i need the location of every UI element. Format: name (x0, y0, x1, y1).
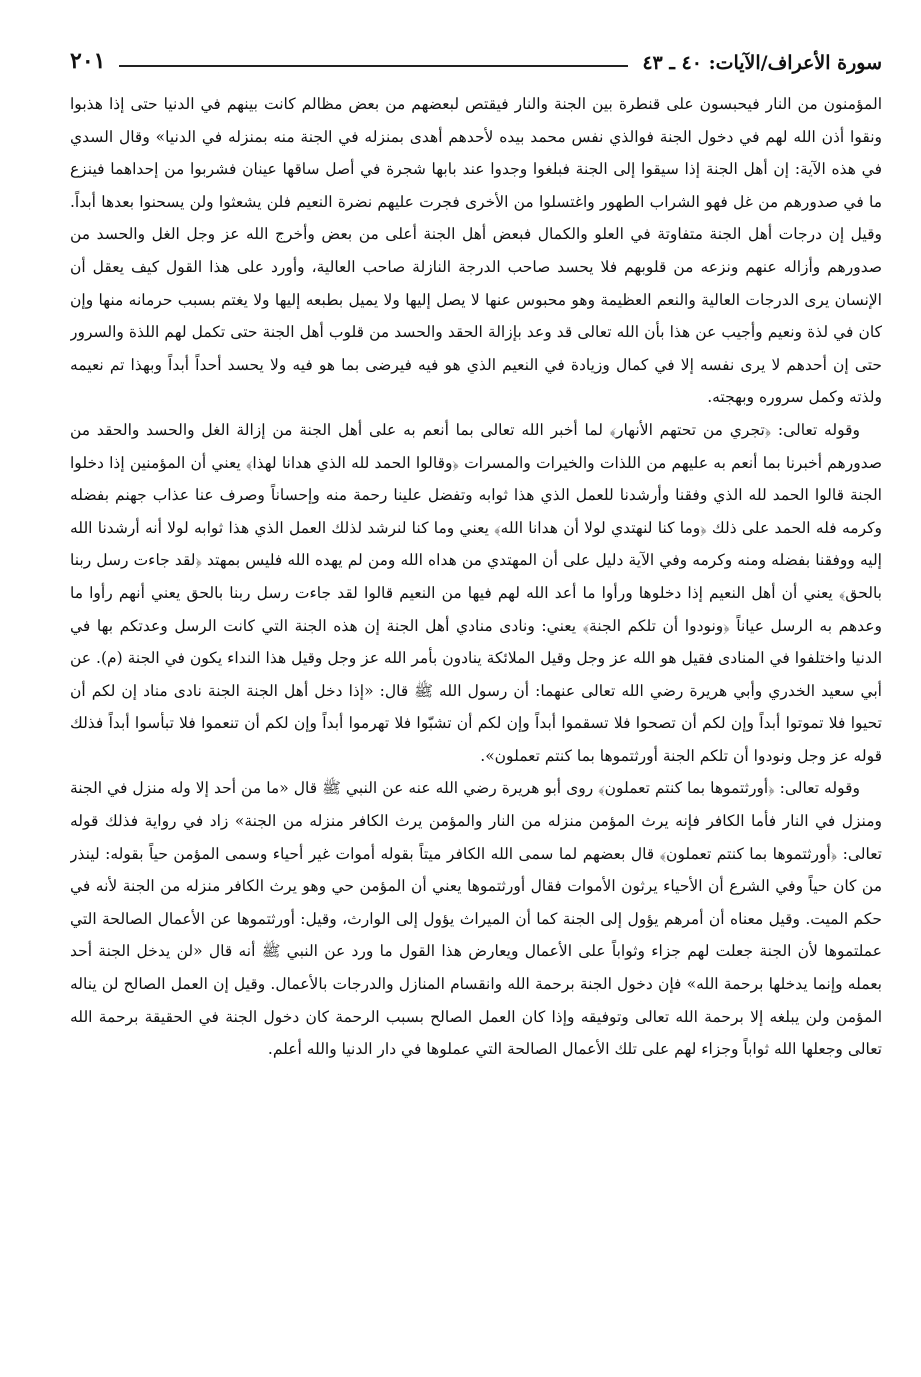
body-text (70, 88, 882, 1066)
running-header (70, 38, 882, 76)
book-page (70, 38, 882, 1348)
paragraph: وقوله تعالى: ﴿تجري من تحتهم الأنهار﴾ لما أخبر الله تعالى بما أنعم به على أهل الجنة من إزالة الغل والحسد والحقد من صدورهم أخبرنا بما أنعم به عليهم من اللذات والخيرات والمسرات ﴿وقالوا الحمد لله الذي هدانا لهذا﴾ يعني أن المؤمنين إذا دخلوا الجنة قالوا الحمد لله الذي وفقنا وأرشدنا للعمل الذي هذا ثوابه وتفضل علينا رحمة منه وإحساناً وصرف عنا عذاب جهنم بفضله وكرمه فله الحمد على ذلك ﴿وما كنا لنهتدي لولا أن هدانا الله﴾ يعني وما كنا لنرشد لذلك العمل الذي هذا ثوابه لولا أنه أرشدنا الله إليه ووفقنا بفضله ومنه وكرمه وفي الآية دليل على أن المهتدي من هداه الله ومن لم يهده الله فليس بمهتد ﴿لقد جاءت رسل ربنا بالحق﴾ يعني أن أهل النعيم إذا دخلوها ورأوا ما أعد الله لهم فيها من النعيم قالوا لقد جاءت رسل ربنا بالحق يعني أنهم رأوا ما وعدهم به الرسل عياناً ﴿ونودوا أن تلكم الجنة﴾ يعني: ونادى منادي أهل الجنة إن هذه الجنة التي كانت الرسل وعدتكم بها في الدنيا واختلفوا في المنادى فقيل هو الله عز وجل وقيل الملائكة ينادون بأمر الله عز وجل وقيل هذا النداء يكون في الجنة (م). عن أبي سعيد الخدري وأبي هريرة رضي الله تعالى عنهما: أن رسول الله ﷺ قال: «إذا دخل أهل الجنة الجنة نادى مناد إن لكم أن تحيوا فلا تموتوا أبداً وإن لكم أن تصحوا فلا تسقموا أبداً وإن لكم أن تشبّوا فلا تهرموا أبداً وإن لكم أن تنعموا فلا تبأسوا أبداً فذلك قوله عز وجل ونودوا أن تلكم الجنة أورثتموها بما كنتم تعملون». (70, 420, 882, 765)
chapter-title: سورة الأعراف/الآيات: ٤٠ ـ ٤٣ (642, 52, 882, 74)
page-number: ٢٠١ (70, 48, 106, 74)
paragraph: وقوله تعالى: ﴿أورثتموها بما كنتم تعملون﴾ روى أبو هريرة رضي الله عنه عن النبي ﷺ قال «ما من أحد إلا وله منزل في الجنة ومنزل في النار فأما الكافر فإنه يرث المؤمن منزله من النار والمؤمن يرث الكافر منزله من الجنة» زاد في رواية فذلك قوله تعالى: ﴿أورثتموها بما كنتم تعملون﴾ قال بعضهم لما سمى الله الكافر ميتاً بقوله أموات غير أحياء وسمى المؤمن حياً بقوله: لينذر من كان حياً وفي الشرع أن الأحياء يرثون الأموات فقال أورثتموها يعني أن المؤمن حي وهو يرث الكافر منزله من الجنة لأنه في حكم الميت. وقيل معناه أن أمرهم يؤول إلى الجنة كما أن الميراث يؤول إلى الوارث، وقيل: أورثتموها عن الأعمال الصالحة التي عملتموها لأن الجنة جعلت لهم جزاء وثواباً على الأعمال ويعارض هذا القول ما ورد عن النبي ﷺ أنه قال «لن يدخل الجنة أحد بعمله وإنما يدخلها برحمة الله» فإن دخول الجنة برحمة الله وانقسام المنازل والدرجات بالأعمال. وقيل إن العمل الصالح لن يناله المؤمن ولن يبلغه إلا برحمة الله تعالى وتوفيقه وإذا كان العمل الصالح بسبب الرحمة كان دخول الجنة في الحقيقة برحمة الله تعالى وجعلها الله ثواباً وجزاء لهم على تلك الأعمال الصالحة التي عملوها في دار الدنيا والله أعلم. (70, 779, 882, 1059)
header-divider (119, 65, 628, 67)
paragraph: المؤمنون من النار فيحبسون على قنطرة بين الجنة والنار فيقتص لبعضهم من بعض مظالم كانت بينهم في الدنيا حتى إذا هذبوا ونقوا أذن الله لهم في دخول الجنة فوالذي نفس محمد بيده لأحدهم أهدى بمنزله في الجنة منه بمنزله في الدنيا» وقال السدي في هذه الآية: إن أهل الجنة إذا سيقوا إلى الجنة فبلغوا وجدوا عند بابها شجرة في أصل ساقها عينان فشربوا من إحداهما فينزع ما في صدورهم من غل فهو الشراب الطهور واغتسلوا من الأخرى فجرت عليهم نضرة النعيم فلن يشعثوا ولن يسحنوا بعدها أبداً. وقيل إن درجات أهل الجنة متفاوتة في العلو والكمال فبعض أهل الجنة أعلى من بعض وأخرج الله عز وجل الغل والحسد من صدورهم وأزاله عنهم ونزعه من قلوبهم فلا يحسد صاحب الدرجة النازلة صاحب العالية، وأورد على هذا القول كيف يعقل أن الإنسان يرى الدرجات العالية والنعم العظيمة وهو محبوس عنها لا يصل إليها ولا يميل بطبعه إليها ولا يغتم بسبب حرمانه منها وإن كان في لذة ونعيم وأجيب عن هذا بأن الله تعالى قد وعد بإزالة الحقد والحسد من قلوب أهل الجنة حتى تكمل لهم اللذة والسرور حتى إن أحدهم لا يرى نفسه إلا في كمال وزيادة في النعيم الذي هو فيه فيرضى بما هو فيه ولا يحسد أحداً أبداً وبهذا تم نعيمه ولذته وكمل سروره وبهجته. (70, 95, 882, 407)
